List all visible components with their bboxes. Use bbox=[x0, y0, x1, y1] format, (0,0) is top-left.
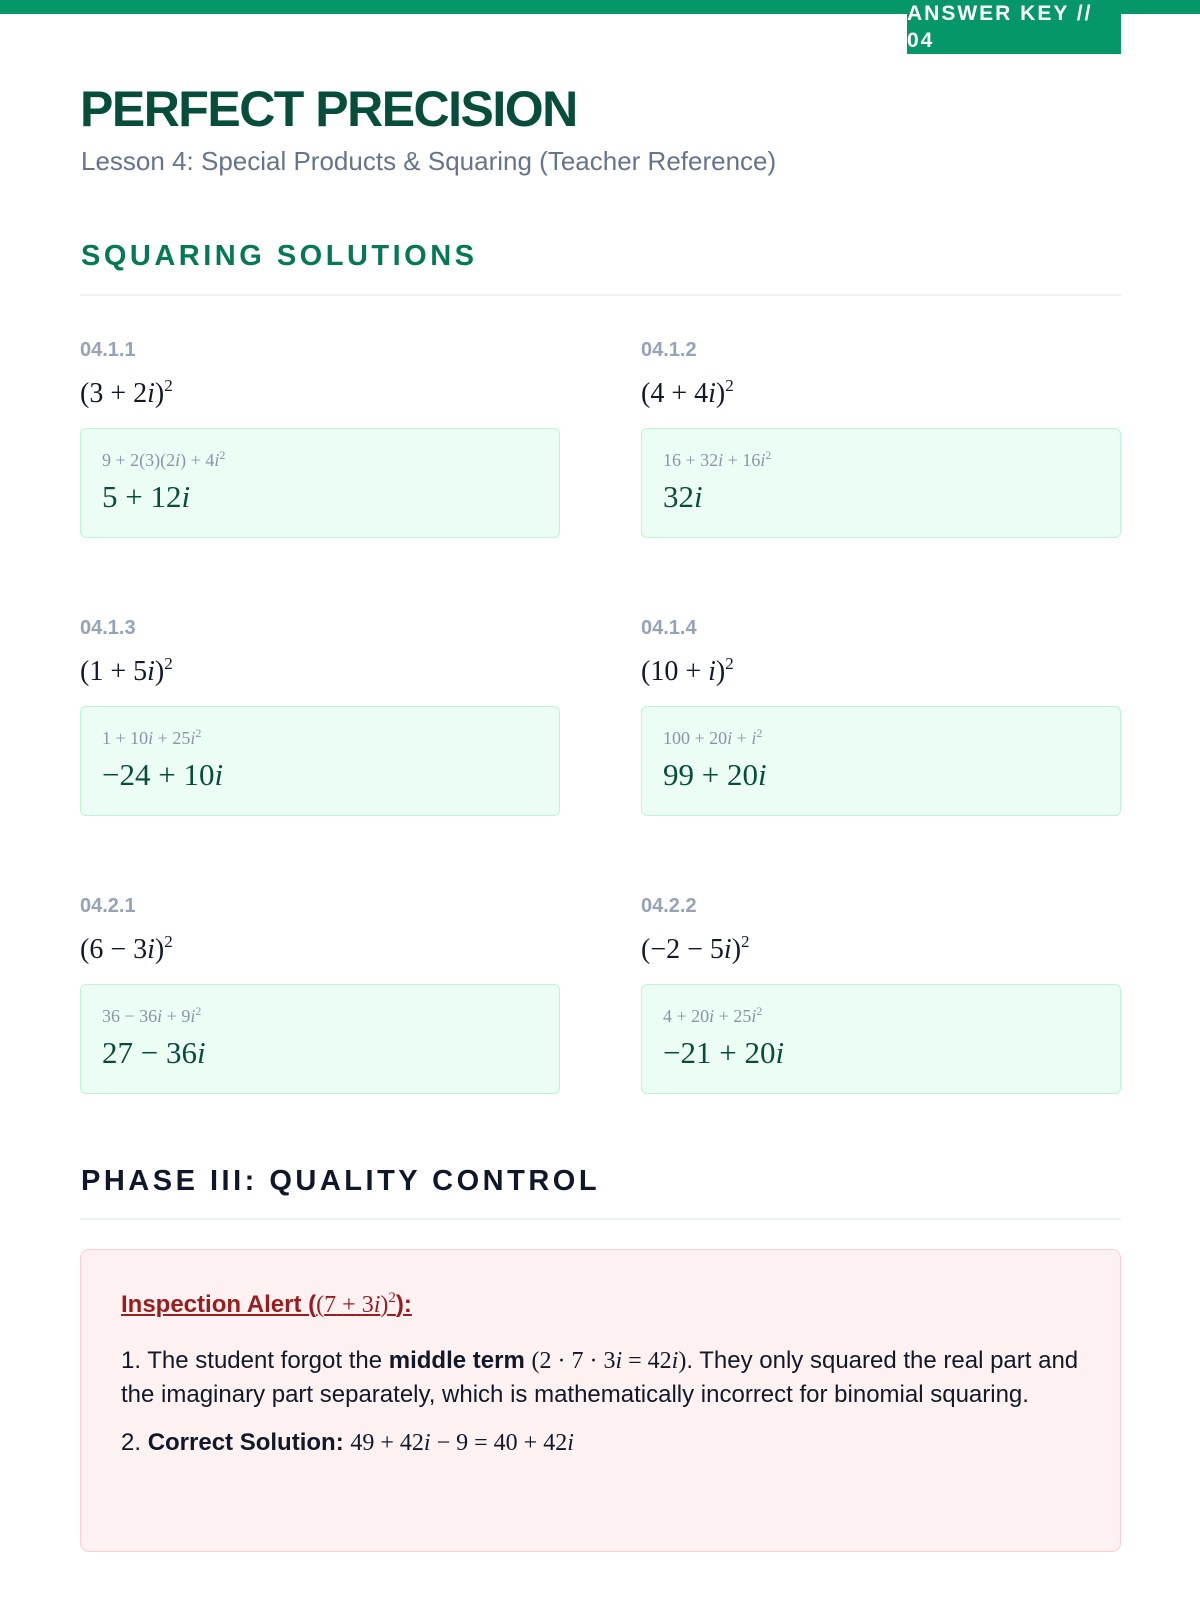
problem-id: 04.1.2 bbox=[641, 339, 697, 361]
problem-id: 04.2.2 bbox=[641, 895, 697, 917]
answer-result: 27 − 36i bbox=[102, 1035, 206, 1070]
answer-box bbox=[641, 706, 1121, 816]
problem-id: 04.2.1 bbox=[80, 895, 136, 917]
problem-expression: $(-2 - 5i)^2$ bbox=[641, 932, 750, 965]
answer-work: $1 + 10i + 25i^2$ bbox=[102, 726, 202, 748]
problem-expression: $(10 + i)^2$ bbox=[641, 654, 734, 687]
answer-box bbox=[80, 706, 560, 816]
answer-result: −21 + 20i bbox=[663, 1035, 785, 1070]
alert-item-2-text: 2. bbox=[121, 1429, 148, 1456]
alert-item-2-math: 49 + 42i − 9 = 40 + 42i bbox=[350, 1430, 574, 1456]
alert-item-2 bbox=[121, 1426, 1080, 1460]
problem-expression: $(3 + 2i)^2$ bbox=[80, 376, 173, 409]
problem-expression: $(6 - 3i)^2$ bbox=[80, 932, 173, 965]
alert-item-1-math: (2 · 7 · 3i = 42i) bbox=[531, 1348, 687, 1374]
answer-result: 5 + 12i bbox=[102, 479, 191, 514]
answer-result: 99 + 20i bbox=[663, 757, 767, 792]
page-title: PERFECT PRECISION bbox=[80, 81, 577, 137]
section-divider bbox=[80, 294, 1121, 296]
problem-card bbox=[80, 894, 560, 1094]
problem-id: 04.1.4 bbox=[641, 617, 697, 639]
inspection-alert-title: Inspection Alert $((7 + 3i)^2)$: bbox=[121, 1290, 412, 1318]
problem-id: 04.1.3 bbox=[80, 617, 136, 639]
section-heading-squaring: SQUARING SOLUTIONS bbox=[81, 240, 478, 272]
problem-card bbox=[80, 338, 560, 538]
problem-id: 04.1.1 bbox=[80, 339, 136, 361]
section-divider bbox=[80, 1218, 1121, 1220]
answer-box bbox=[641, 984, 1121, 1094]
answer-result: 32i bbox=[663, 479, 703, 514]
answer-work: $4 + 20i + 25i^2$ bbox=[663, 1004, 763, 1026]
problem-card bbox=[80, 616, 560, 816]
answer-key-tag: ANSWER KEY // 04 bbox=[907, 0, 1121, 54]
answer-box bbox=[641, 428, 1121, 538]
answer-box bbox=[80, 984, 560, 1094]
problem-card bbox=[641, 338, 1121, 538]
alert-item-2-emphasis: Correct Solution: bbox=[147, 1429, 344, 1456]
answer-box bbox=[80, 428, 560, 538]
answer-result: −24 + 10i bbox=[102, 757, 224, 792]
alert-item-1-emphasis: middle term bbox=[388, 1347, 525, 1374]
section-heading-quality-control: PHASE III: QUALITY CONTROL bbox=[81, 1165, 601, 1197]
inspection-alert-box bbox=[80, 1249, 1121, 1552]
alert-item-1 bbox=[121, 1344, 1080, 1412]
answer-work: $36 - 36i + 9i^2$ bbox=[102, 1004, 202, 1026]
alert-item-1-text: 1. The student forgot the bbox=[121, 1347, 389, 1374]
answer-work: $100 + 20i + i^2$ bbox=[663, 726, 763, 748]
alert-item-1-rest: . They only squared the real part and the imaginary part separately, which is mathematically incorrect for binomial squaring. bbox=[121, 1347, 1079, 1408]
problem-expression: $(1 + 5i)^2$ bbox=[80, 654, 173, 687]
problem-card bbox=[641, 894, 1121, 1094]
problem-expression: $(4 + 4i)^2$ bbox=[641, 376, 734, 409]
answer-work: $9 + 2(3)(2i) + 4i^2$ bbox=[102, 448, 226, 470]
page-subtitle: Lesson 4: Special Products & Squaring (Teacher Reference) bbox=[81, 146, 777, 176]
answer-work: $16 + 32i + 16i^2$ bbox=[663, 448, 772, 470]
problem-card bbox=[641, 616, 1121, 816]
